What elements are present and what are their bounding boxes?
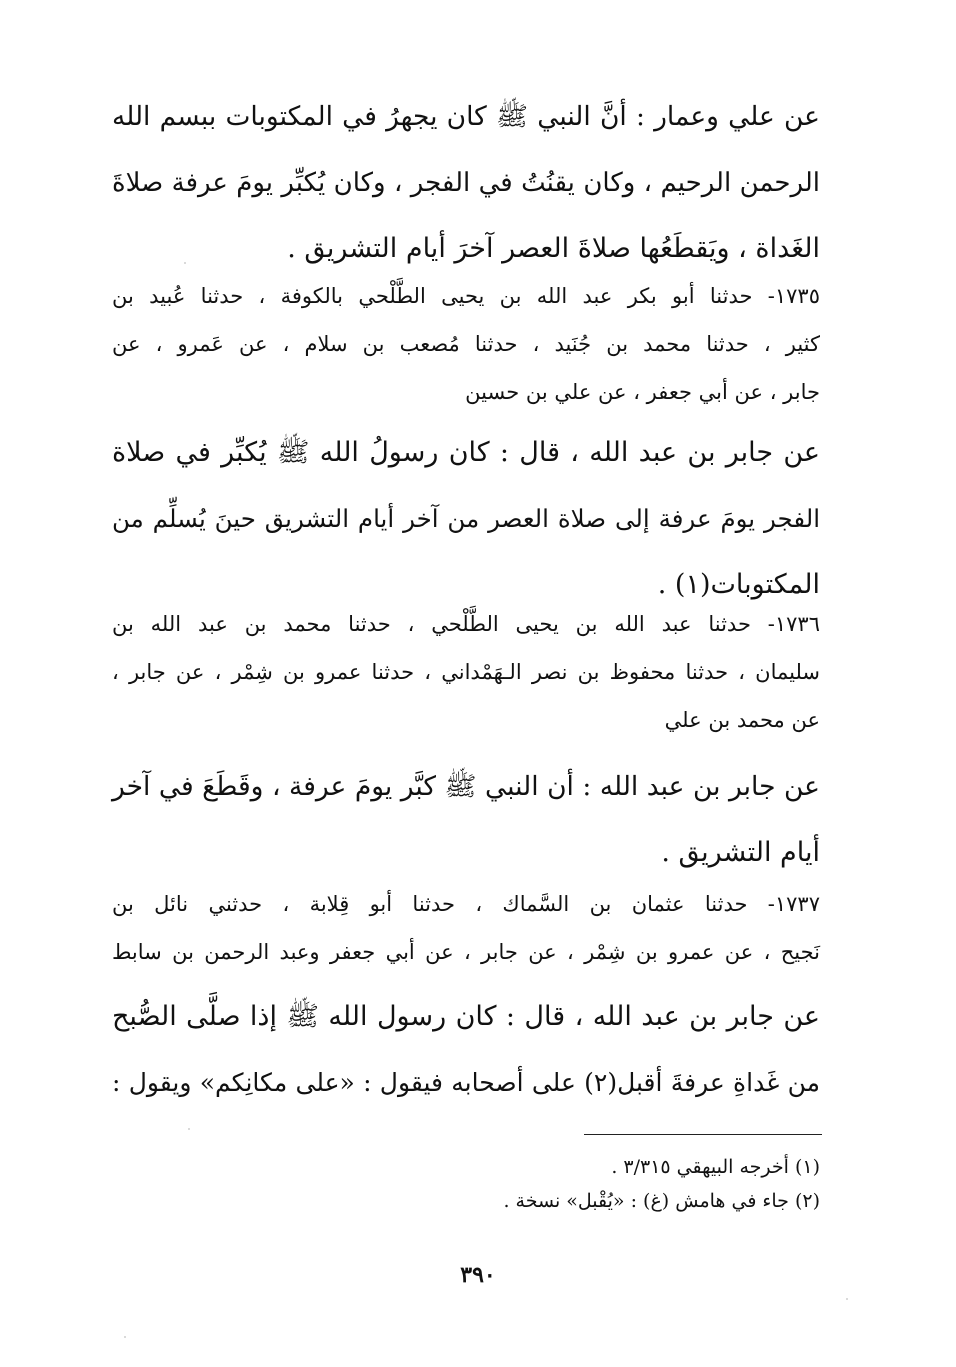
isnad-1735 [112, 272, 820, 416]
scan-speck [124, 1336, 126, 1338]
text-line: الغَداة ، ويَقطَعُها صلاةَ العصر آخرَ أيام التشريق . [287, 233, 820, 264]
text-line: ١٧٣٧- حدثنا عثمان بن السَّماك ، حدثنا أبو قِلابة ، حدثني نائل بن [112, 892, 820, 916]
isnad-1736 [112, 600, 820, 744]
footnotes [300, 1150, 820, 1218]
text-line: الفجر يومَ عرفة إلى صلاة العصر من آخر أيام التشريق حينَ يُسلِّم من [112, 504, 820, 533]
text-line: نَجيح ، عن عمرو بن شِمْر ، عن جابر ، عن أبي جعفر وعبد الرحمن بن سابط [112, 940, 820, 964]
text-line: الرحمن الرحيم ، وكان يقنُتُ في الفجر ، وكان يُكبِّر يومَ عرفة صلاةَ [112, 168, 820, 198]
hadith-text-1 [112, 84, 820, 282]
scan-speck [846, 1298, 848, 1300]
isnad-1737 [112, 880, 820, 976]
text-line: سليمان ، حدثنا محفوظ بن نصر الـهَمْداني ، حدثنا عمرو بن شِمْر ، عن جابر ، [112, 660, 820, 684]
text-line: عن محمد بن علي [664, 708, 820, 732]
text-line: جابر ، عن أبي جعفر ، عن علي بن حسين [465, 380, 820, 404]
text-line: عن جابر بن عبد الله ، قال : كان رسولُ الله ﷺ يُكبِّر في صلاة [112, 437, 820, 468]
footnote-1: (١) أخرجه البيهقي ٣/٣١٥ . [611, 1156, 820, 1178]
text-line: ١٧٣٦- حدثنا عبد الله بن يحيى الطَّلْحي ، حدثنا محمد بن عبد الله بن [112, 612, 820, 636]
hadith-text-4 [112, 984, 820, 1116]
text-line: كثير ، حدثنا محمد بن جُنَيد ، حدثنا مُصعب بن سلام ، عن عَمرو ، عن [112, 332, 820, 356]
text-line: المكتوبات(١) . [657, 569, 820, 600]
text-line: أيام التشريق . [661, 837, 820, 868]
text-line: ١٧٣٥- حدثنا أبو بكر عبد الله بن يحيى الطَّلْحي بالكوفة ، حدثنا عُبيد بن [112, 284, 820, 308]
footnote-separator [584, 1134, 822, 1135]
text-line: عن جابر بن عبد الله ، قال : كان رسول الله ﷺ إذا صلَّى الصُّبح [112, 1001, 820, 1032]
text-line: عن جابر بن عبد الله : أن النبي ﷺ كبَّر يومَ عرفة ، وقَطَعَ في آخر [112, 771, 820, 802]
page-number: ٣٩٠ [460, 1262, 496, 1288]
footnote-2: (٢) جاء في هامش (غ) : «يُقْبل» نسخة . [503, 1190, 820, 1212]
text-line: من غَداةِ عرفةَ أقبل(٢) على أصحابه فيقول : «على مكانِكم» ويقول : [112, 1068, 820, 1097]
text-line: عن علي وعمار : أنَّ النبي ﷺ كان يجهرُ في المكتوبات ببسم الله [112, 101, 820, 132]
scan-speck [188, 1128, 190, 1130]
hadith-text-3 [112, 754, 820, 886]
scan-speck [184, 262, 186, 264]
hadith-text-2 [112, 420, 820, 618]
